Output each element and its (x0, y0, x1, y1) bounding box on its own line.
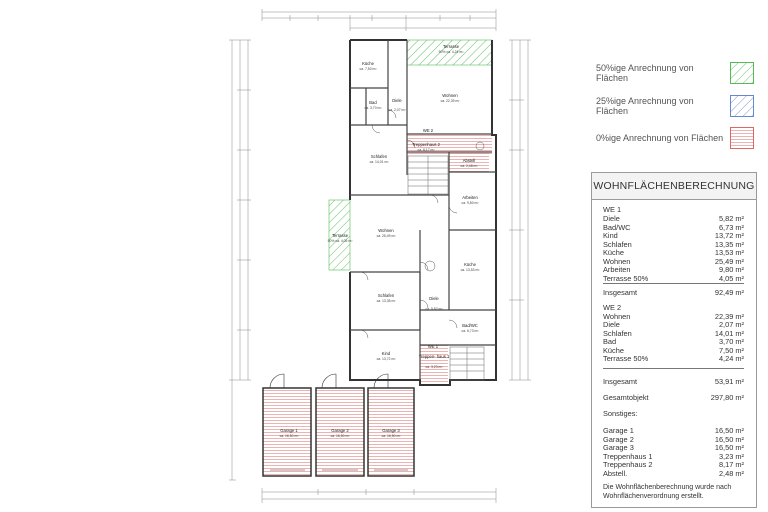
room-name: Bad/WC (462, 323, 478, 328)
room-name: Terrasse (442, 44, 460, 49)
room-area: ca. 2,07 m² (388, 108, 406, 112)
table-row: Diele 2,07 m² (603, 320, 744, 329)
table-row: Treppenhaus 1 3,23 m² (603, 451, 744, 461)
table-row: Arbeiten 9,80 m² (603, 265, 744, 274)
table-row: Küche 7,50 m² (603, 345, 744, 355)
room-area: ca. 3,70 m² (364, 106, 382, 110)
table-row: Garage 3 16,50 m² (603, 443, 744, 452)
table-row: Wohnen 22,39 m² (603, 311, 744, 321)
room-name: Bad (369, 100, 377, 105)
staircase-2 (408, 156, 448, 194)
calc-title: WOHNFLÄCHENBERECHNUNG (592, 173, 756, 200)
room-name: Abstell (462, 158, 476, 163)
we2-heading: WE 2 (603, 303, 622, 312)
room-area: ca. 2,48 m² (460, 164, 478, 168)
room-name: Garage 3 (382, 428, 400, 433)
table-row: Wohnen 25,49 m² (603, 256, 744, 266)
table-row: Abstell. 2,48 m² (603, 468, 744, 478)
room-area: ca. 5,82 m² (425, 307, 443, 311)
calc-note: Die Wohnflächenberechnung wurde nach Wohnflächenverordnung erstellt. (603, 484, 732, 500)
table-row: Garage 2 16,50 m² (603, 434, 744, 444)
room-name: WE 2 (422, 128, 434, 133)
room-area: ca. 9,80 m² (461, 201, 479, 205)
dimension-lines-right (509, 40, 531, 380)
table-row: Kind 13,72 m² (603, 231, 744, 240)
table-row: Schlafen 14,01 m² (603, 328, 744, 338)
room-name: Wohnen (442, 93, 458, 98)
table-row: Terrasse 50% 4,24 m² (603, 354, 744, 363)
we2-total: Insgesamt 53,91 m² (603, 377, 744, 386)
legend-item-25 (596, 95, 754, 117)
room-area: ca. 13,72 m² (376, 357, 396, 361)
room-name: Treppen- haus 1 (418, 354, 450, 359)
room-name: Treppenhaus 2 (411, 142, 441, 147)
divider (603, 283, 744, 284)
table-row: Bad/WC 6,73 m² (603, 222, 744, 232)
green-hatch-swatch-icon (730, 62, 754, 84)
room-name: Terrasse (331, 233, 349, 238)
red-lines-swatch-icon (730, 127, 754, 149)
room-name: Diele (392, 98, 402, 103)
room-area: ca. 22,39 m² (440, 99, 460, 103)
table-row: Bad 3,70 m² (603, 337, 744, 346)
divider (603, 368, 744, 369)
wohnflaechen-table (591, 172, 757, 508)
legend-item-50 (596, 62, 754, 84)
legend-label: 0%ige Anrechnung von Flächen (596, 133, 724, 143)
blue-hatch-swatch-icon (730, 95, 754, 117)
room-area: 50% ca. 4,24 m² (438, 50, 464, 54)
outer-walls (350, 40, 496, 385)
room-name: Wohnen (378, 228, 394, 233)
room-name: Schlafen (377, 293, 395, 298)
gesamt-row: Gesamtobjekt 297,80 m² (603, 393, 744, 402)
room-area: ca. 16,50 m² (279, 434, 299, 438)
room-area: ca. 13,53 m² (460, 268, 480, 272)
room-area: ca. 16,50 m² (330, 434, 350, 438)
dimension-lines-left (229, 40, 251, 480)
dimension-lines-top (262, 9, 496, 31)
room-area: 50% ca. 4,05 m² (327, 239, 353, 243)
room-name: Schlafen (370, 154, 388, 159)
table-row: Garage 1 16,50 m² (603, 426, 744, 435)
we1-total: Insgesamt 92,49 m² (603, 288, 744, 297)
table-row: Terrasse 50% 4,05 m² (603, 273, 744, 283)
room-name: Küche (464, 262, 476, 267)
room-area: ca. 16,50 m² (381, 434, 401, 438)
room-area: ca. 7,50 m² (359, 67, 377, 71)
room-area: ca. 14,01 m² (369, 160, 389, 164)
we1-heading: WE 1 (603, 205, 622, 214)
room-name: Küche (362, 61, 374, 66)
room-area: ca. 6,73 m² (461, 329, 479, 333)
room-name: Garage 2 (331, 428, 349, 433)
room-name: Garage 1 (280, 428, 298, 433)
table-row: Küche 13,53 m² (603, 248, 744, 257)
room-name: WE 1 (427, 344, 439, 349)
room-name: Kind (381, 351, 391, 356)
room-area: ca. 8,17 m² (417, 148, 435, 152)
room-name: Diele (429, 296, 439, 301)
room-name: Arbeiten (462, 195, 478, 200)
dimension-lines-bottom (262, 488, 496, 503)
table-row: Diele 5,82 m² (603, 214, 744, 223)
legend-label: 25%ige Anrechnung von Flächen (596, 96, 694, 116)
room-area: ca. 13,35 m² (376, 299, 396, 303)
sonstiges-heading: Sonstiges: (603, 409, 638, 418)
table-row: Treppenhaus 2 8,17 m² (603, 460, 744, 469)
legend-item-0 (596, 127, 754, 149)
legend-label: 50%ige Anrechnung von Flächen (596, 63, 694, 83)
room-area: ca. 3,23 m² (425, 365, 443, 369)
room-area: ca. 25,49 m² (376, 234, 396, 238)
staircase-1 (450, 347, 484, 380)
table-row: Schlafen 13,35 m² (603, 239, 744, 249)
